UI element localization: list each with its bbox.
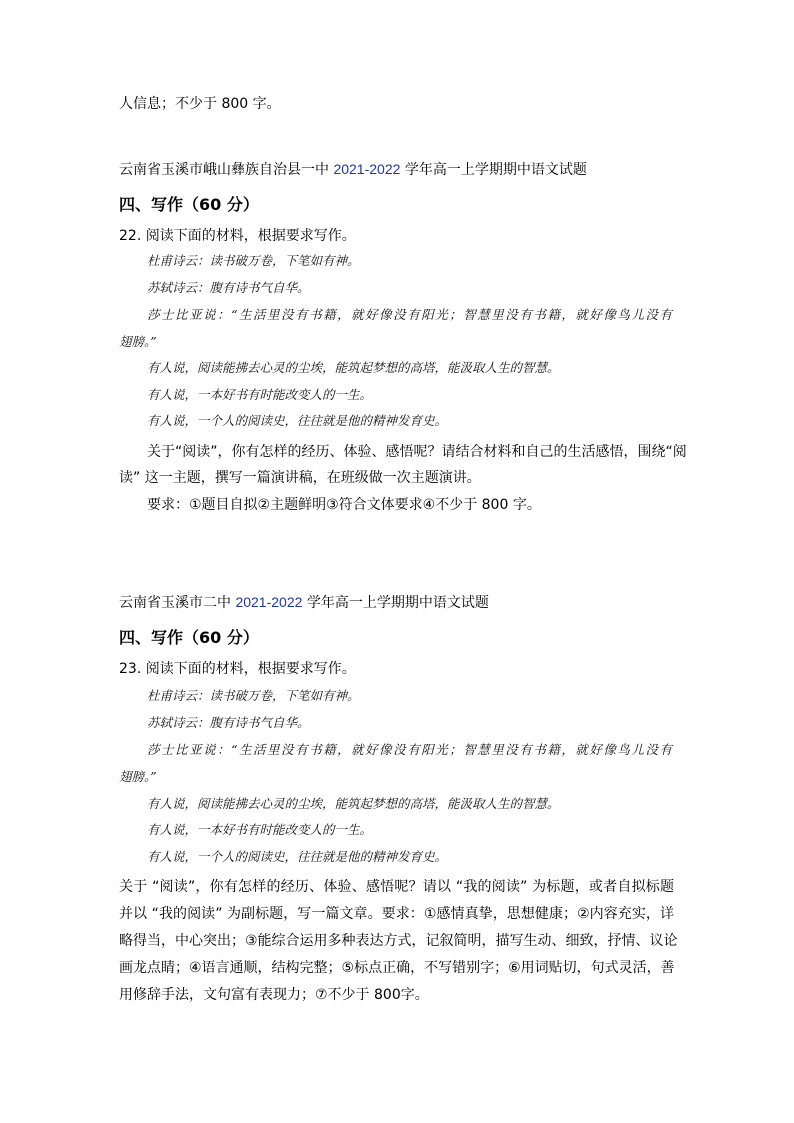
section-heading-1: 四、写作（60 分） xyxy=(119,195,259,214)
prompt-line: 用修辞手法，文句富有表现力；⑦不少于 800字。 xyxy=(119,987,429,1003)
quote-line: 有人说，一本好书有时能改变人的一生。 xyxy=(147,822,373,837)
quote-line: 翅膀。” xyxy=(119,334,157,349)
source-suffix: 学年高一上学期期中语文试题 xyxy=(400,162,587,178)
prompt-line: 画龙点睛；④语言通顺，结构完整；⑤标点正确，不写错别字；⑥用词贴切，句式灵活，善 xyxy=(119,960,675,976)
quote-line: 翅膀。” xyxy=(119,769,157,784)
prompt-line: 略得当，中心突出；③能综合运用多种表达方式，记叙简明，描写生动、细致，抒情、议论 xyxy=(119,933,678,949)
prompt-line: 关于 “阅读”，你有怎样的经历、体验、感悟呢？请以 “我的阅读” 为标题，或者自拟标题 xyxy=(119,879,674,895)
source-year: 2021-2022 xyxy=(235,594,303,610)
requirement-line: 要求：①题目自拟②主题鲜明③符合文体要求④不少于 800 字。 xyxy=(147,497,541,513)
quote-line: 有人说，一本好书有时能改变人的一生。 xyxy=(147,387,373,402)
source-line-2 xyxy=(119,595,489,610)
prompt-line: 关于“阅读”，你有怎样的经历、体验、感悟呢？请结合材料和自己的生活感悟，围绕“阅 xyxy=(147,444,687,460)
source-line-1 xyxy=(119,162,587,177)
question-22: 22. 阅读下面的材料，根据要求写作。 xyxy=(119,228,356,244)
quote-line: 莎士比亚说：“生活里没有书籍，就好像没有阳光；智慧里没有书籍，就好像鸟儿没有 xyxy=(147,742,672,757)
quote-line: 有人说，阅读能拂去心灵的尘埃，能筑起梦想的高塔，能汲取人生的智慧。 xyxy=(147,796,560,811)
quote-line: 有人说，阅读能拂去心灵的尘埃，能筑起梦想的高塔，能汲取人生的智慧。 xyxy=(147,360,560,375)
quote-line: 莎士比亚说：“生活里没有书籍，就好像没有阳光；智慧里没有书籍，就好像鸟儿没有 xyxy=(147,307,672,322)
quote-line: 杜甫诗云：读书破万卷，下笔如有神。 xyxy=(147,688,360,703)
quote-line: 有人说，一个人的阅读史，往往就是他的精神发育史。 xyxy=(147,413,448,428)
quote-line: 苏轼诗云：腹有诗书气自华。 xyxy=(147,715,310,730)
source-suffix: 学年高一上学期期中语文试题 xyxy=(302,595,489,611)
quote-line: 有人说，一个人的阅读史，往往就是他的精神发育史。 xyxy=(147,849,448,864)
question-23: 23. 阅读下面的材料，根据要求写作。 xyxy=(119,661,356,677)
top-fragment: 人信息；不少于 800 字。 xyxy=(119,96,281,112)
source-year: 2021-2022 xyxy=(333,161,401,177)
section-heading-2: 四、写作（60 分） xyxy=(119,628,259,647)
prompt-line: 读” 这一主题，撰写一篇演讲稿，在班级做一次主题演讲。 xyxy=(119,470,481,486)
source-prefix: 云南省玉溪市二中 xyxy=(119,595,236,611)
source-prefix: 云南省玉溪市峨山彝族自治县一中 xyxy=(119,162,334,178)
quote-line: 苏轼诗云：腹有诗书气自华。 xyxy=(147,280,310,295)
prompt-line: 并以 “我的阅读” 为副标题，写一篇文章。要求：①感情真挚，思想健康；②内容充实，详 xyxy=(119,906,674,922)
quote-line: 杜甫诗云：读书破万卷，下笔如有神。 xyxy=(147,253,360,268)
